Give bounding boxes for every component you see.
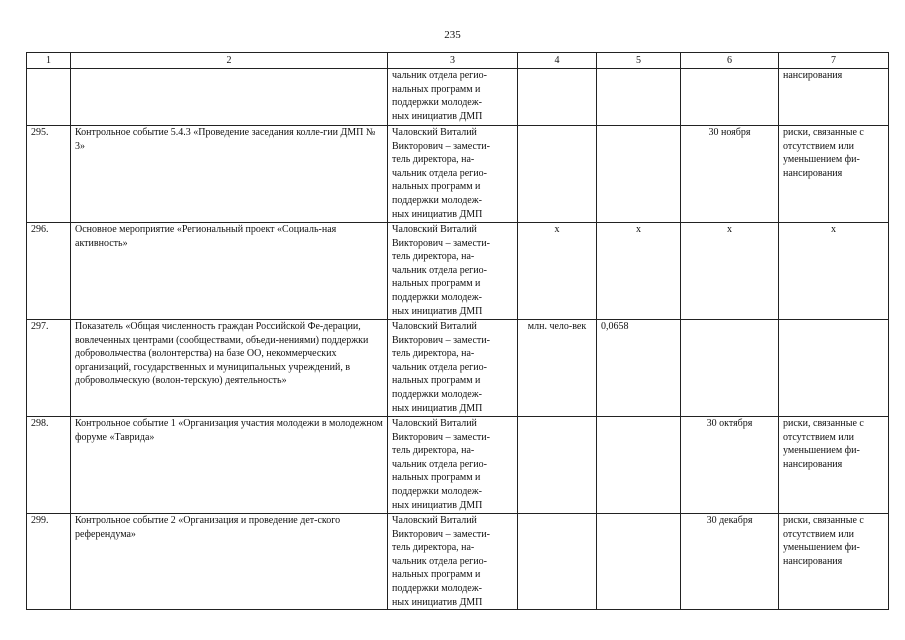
column-header: 3 xyxy=(388,53,518,69)
table-row xyxy=(27,69,889,126)
column-header: 5 xyxy=(597,53,681,69)
value-cell xyxy=(597,417,681,514)
table-row xyxy=(27,514,889,610)
table-row xyxy=(27,320,889,417)
unit-cell xyxy=(518,514,597,610)
unit-cell xyxy=(518,417,597,514)
column-header: 2 xyxy=(71,53,388,69)
risk-cell: риски, связанные с отсутствием или уменьшением фи- нансирования xyxy=(779,126,889,223)
event-name-cell: Контрольное событие 2 «Организация и проведение дет-ского референдума» xyxy=(71,514,388,610)
responsible-cell: Чаловский Виталий Викторович – замести- тель директора, на- чальник отдела регио- нальных программ и поддержки молодеж- ных инициатив ДМП xyxy=(388,126,518,223)
deadline-cell xyxy=(681,69,779,126)
value-cell: x xyxy=(597,223,681,320)
unit-cell xyxy=(518,69,597,126)
risk-cell: нансирования xyxy=(779,69,889,126)
column-header: 4 xyxy=(518,53,597,69)
row-number-cell: 297. xyxy=(27,320,71,417)
event-name-cell xyxy=(71,69,388,126)
deadline-cell: 30 октября xyxy=(681,417,779,514)
event-name-cell: Основное мероприятие «Региональный проект «Социаль-ная активность» xyxy=(71,223,388,320)
table-row xyxy=(27,223,889,320)
column-header: 7 xyxy=(779,53,889,69)
risk-cell: x xyxy=(779,223,889,320)
event-name-cell: Контрольное событие 5.4.3 «Проведение заседания колле-гии ДМП № 3» xyxy=(71,126,388,223)
risk-cell: риски, связанные с отсутствием или уменьшением фи- нансирования xyxy=(779,417,889,514)
deadline-cell xyxy=(681,320,779,417)
column-number-header-row xyxy=(27,53,889,69)
deadline-cell: x xyxy=(681,223,779,320)
unit-cell: млн. чело-век xyxy=(518,320,597,417)
plan-table xyxy=(26,52,889,610)
page-number: 235 xyxy=(444,29,461,41)
value-cell xyxy=(597,126,681,223)
responsible-cell: чальник отдела регио- нальных программ и поддержки молодеж- ных инициатив ДМП xyxy=(388,69,518,126)
value-cell: 0,0658 xyxy=(597,320,681,417)
row-number-cell: 296. xyxy=(27,223,71,320)
column-header: 6 xyxy=(681,53,779,69)
unit-cell: x xyxy=(518,223,597,320)
table-row xyxy=(27,417,889,514)
column-header: 1 xyxy=(27,53,71,69)
deadline-cell: 30 ноября xyxy=(681,126,779,223)
event-name-cell: Показатель «Общая численность граждан Российской Фе-дерации, вовлеченных центрами (сообществами, объеди-нениями) поддержки добровольчества (волонтерства) на базе ОО, некоммерческих организаций, государственных и муниципальных учреждений, в добровольческую (волон-терскую) деятельность» xyxy=(71,320,388,417)
responsible-cell: Чаловский Виталий Викторович – замести- тель директора, на- чальник отдела регио- нальных программ и поддержки молодеж- ных инициатив ДМП xyxy=(388,514,518,610)
risk-cell xyxy=(779,320,889,417)
row-number-cell: 298. xyxy=(27,417,71,514)
responsible-cell: Чаловский Виталий Викторович – замести- тель директора, на- чальник отдела регио- нальных программ и поддержки молодеж- ных инициатив ДМП xyxy=(388,223,518,320)
risk-cell: риски, связанные с отсутствием или уменьшением фи- нансирования xyxy=(779,514,889,610)
responsible-cell: Чаловский Виталий Викторович – замести- тель директора, на- чальник отдела регио- нальных программ и поддержки молодеж- ных инициатив ДМП xyxy=(388,417,518,514)
event-name-cell: Контрольное событие 1 «Организация участия молодежи в молодежном форуме «Таврида» xyxy=(71,417,388,514)
unit-cell xyxy=(518,126,597,223)
row-number-cell: 295. xyxy=(27,126,71,223)
responsible-cell: Чаловский Виталий Викторович – замести- тель директора, на- чальник отдела регио- нальных программ и поддержки молодеж- ных инициатив ДМП xyxy=(388,320,518,417)
value-cell xyxy=(597,69,681,126)
row-number-cell xyxy=(27,69,71,126)
row-number-cell: 299. xyxy=(27,514,71,610)
deadline-cell: 30 декабря xyxy=(681,514,779,610)
table-row xyxy=(27,126,889,223)
value-cell xyxy=(597,514,681,610)
